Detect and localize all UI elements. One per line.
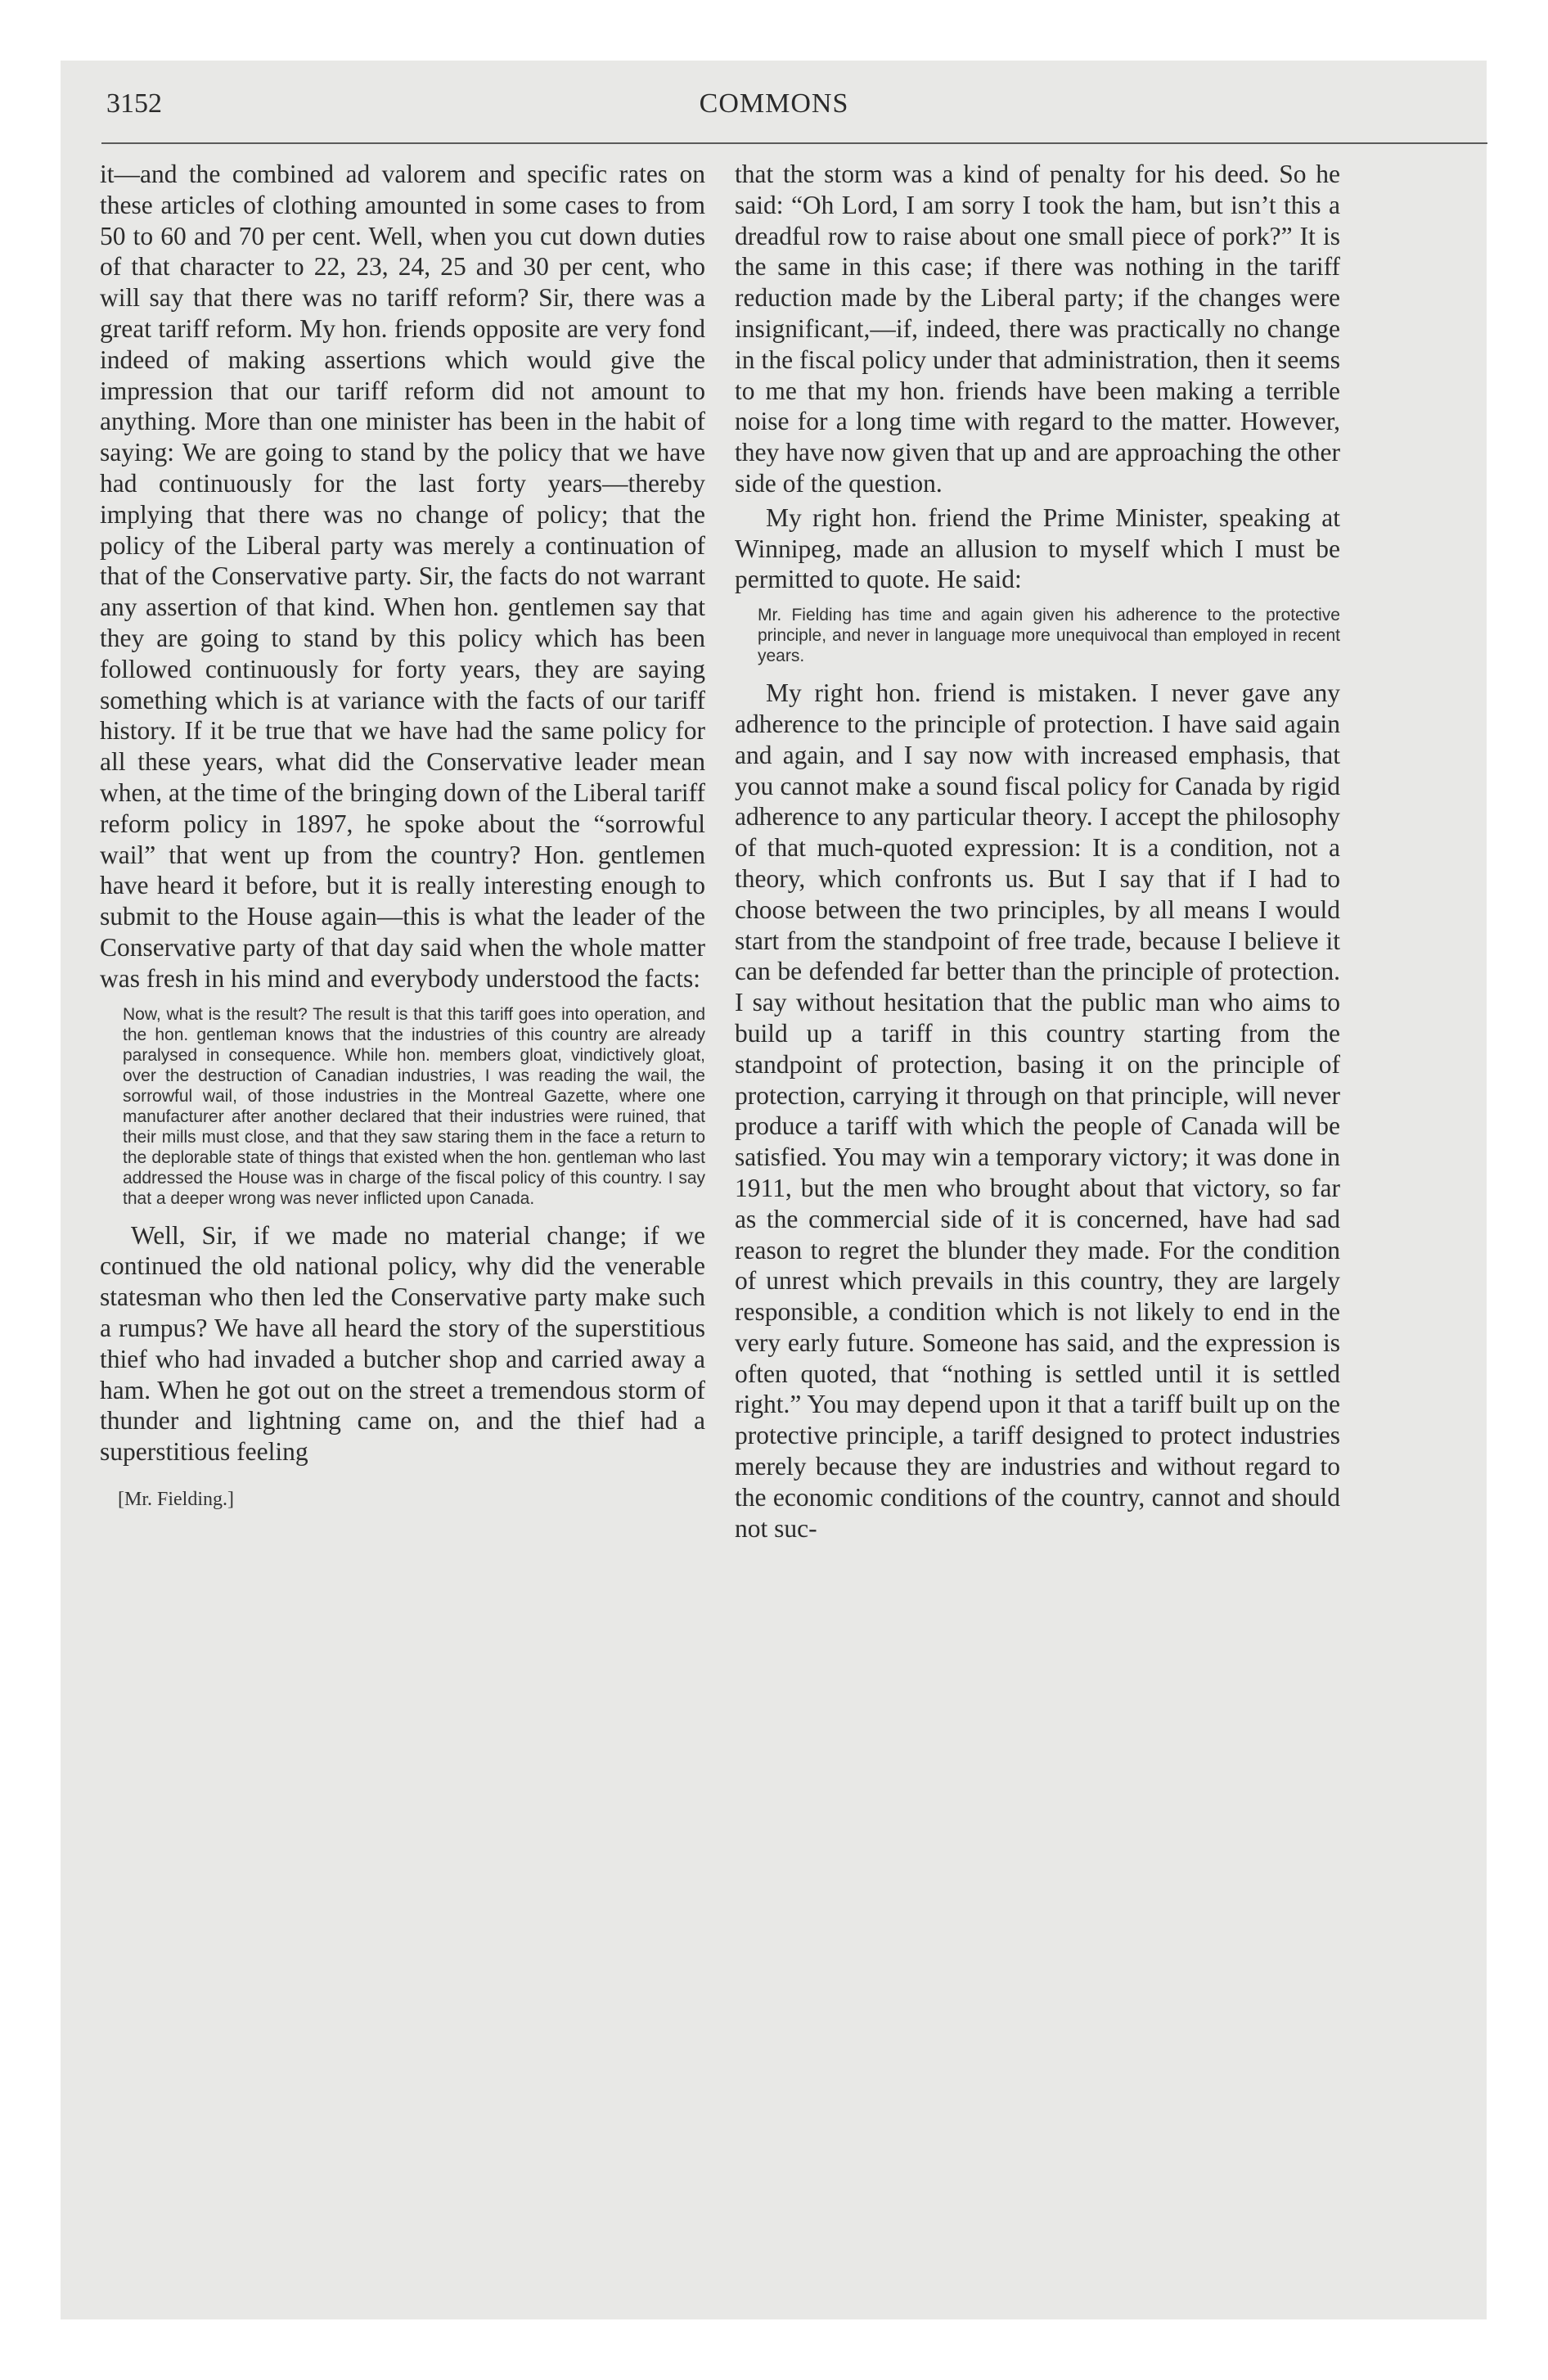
left-column <box>100 159 705 1511</box>
page-header <box>106 88 1442 128</box>
left-paragraph-1: it—and the combined ad valorem and specific rates on these articles of clothing amounted in some cases to from 50 to 60 and 70 per cent. Well, when you cut down duties of that character to 22, 23, 24, 25 and 30 per cent, who will say that there was no tariff reform? Sir, there was a great tariff reform. My hon. friends opposite are very fond indeed of making assertions which would give the impression that our tariff reform did not amount to anything. More than one minister has been in the habit of saying: We are going to stand by the policy that we have had continuously for the last forty years—thereby implying that there was no change of policy; that the policy of the Liberal party was merely a continuation of that of the Conservative party. Sir, the facts do not warrant any assertion of that kind. When hon. gentlemen say that they are going to stand by this policy which has been followed continuously for forty years, they are saying something which is at variance with the facts of our tariff history. If it be true that we have had the same policy for all these years, what did the Conservative leader mean when, at the time of the bringing down of the Liberal tariff reform policy in 1897, he spoke about the “sorrowful wail” that went up from the country? Hon. gentlemen have heard it before, but it is really interesting enough to submit to the House again—this is what the leader of the Conservative party of that day said when the whole matter was fresh in his mind and everybody understood the facts: <box>100 160 705 993</box>
page-title: COMMONS <box>699 88 849 119</box>
header-rule <box>101 142 1487 144</box>
page-number: 3152 <box>106 88 162 119</box>
right-paragraph-3: My right hon. friend is mistaken. I never gave any adherence to the principle of protection. I have said again and again, and I say now with increased emphasis, that you cannot make a sound fiscal policy for Canada by rigid adherence to any particular theory. I accept the philosophy of that much-quoted expression: It is a condition, not a theory, which confronts us. But I say that if I had to choose between the two principles, by all means I would start from the standpoint of free trade, because I believe it can be defended far better than the principle of protection. I say without hesitation that the public man who aims to build up a tariff in this country starting from the standpoint of protection, basing it on the principle of protection, carrying it through on that principle, will never produce a tariff with which the people of Canada will be satisfied. You may win a temporary victory; it was done in 1911, but the men who brought about that victory, so far as the commercial side of it is concerned, have had sad reason to regret the blunder they made. For the condition of unrest which prevails in this country, they are largely responsible, a condition which is not likely to end in the very early future. Someone has said, and the expression is often quoted, that “nothing is settled until it is settled right.” You may depend upon it that a tariff built up on the protective principle, a tariff designed to protect industries merely because they are industries and without regard to the economic conditions of the country, cannot and should not suc- <box>735 678 1340 1543</box>
speaker-tag: [Mr. Fielding.] <box>118 1488 234 1510</box>
left-quotation: Now, what is the result? The result is that this tariff goes into operation, and the hon. gentleman knows that the industries of this country are already paralysed in consequence. While hon. members gloat, vindictively gloat, over the destruction of Canadian industries, I was reading the wail, the sorrowful wail, of those industries in the Montreal Gazette, where one manufacturer after another declared that their industries were ruined, that their mills must close, and that they saw staring them in the face a return to the deplorable state of things that existed when the hon. gentleman who last addressed the House was in charge of the fiscal policy of this country. I say that a deeper wrong was never inflicted upon Canada. <box>123 1004 705 1208</box>
left-paragraph-2: Well, Sir, if we made no material change; if we continued the old national policy, why did the venerable statesman who then led the Conservative party make such a rumpus? We have all heard the story of the superstitious thief who had invaded a butcher shop and carried away a ham. When he got out on the street a tremendous storm of thunder and lightning came on, and the thief had a superstitious feeling <box>100 1220 705 1467</box>
right-quotation: Mr. Fielding has time and again given his adherence to the protective principle, and never in language more unequivocal than employed in recent years. <box>758 606 1340 666</box>
right-paragraph-1: that the storm was a kind of penalty for his deed. So he said: “Oh Lord, I am sorry I took the ham, but isn’t this a dreadful row to raise about one small piece of pork?” It is the same in this case; if there was nothing in the tariff reduction made by the Liberal party; if the changes were insignificant,—if, indeed, there was practically no change in the fiscal policy under that administration, then it seems to me that my hon. friends have been making a terrible noise for a long time with regard to the matter. However, they have now given that up and are approaching the other side of the question. <box>735 160 1340 498</box>
right-column <box>735 159 1340 1544</box>
right-paragraph-2: My right hon. friend the Prime Minister, speaking at Winnipeg, made an allusion to myself which I must be permitted to quote. He said: <box>735 503 1340 594</box>
